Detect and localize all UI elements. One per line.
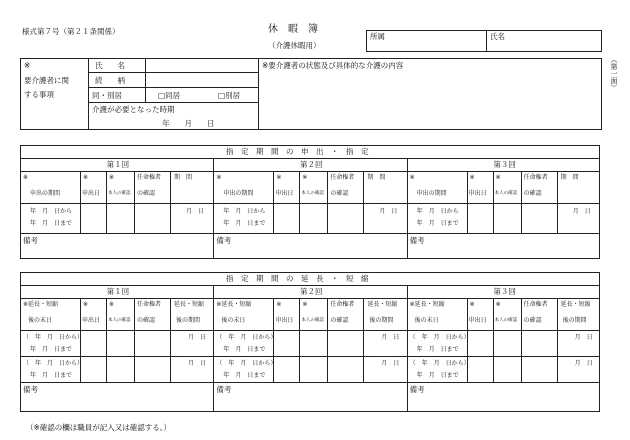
care-label-line1: 要介護者に関 xyxy=(24,76,69,85)
column-mark: ※ xyxy=(302,174,308,181)
period-date: 月 日 xyxy=(574,334,593,341)
period-date: 月 日 xyxy=(186,208,205,215)
period-date: 月 日 xyxy=(379,208,398,215)
period-to: 年 月 日まで xyxy=(223,346,266,353)
group-heading: 第３回 xyxy=(493,287,516,296)
page-title: 休 暇 簿 xyxy=(268,24,318,35)
column-label: 後の期間 xyxy=(562,317,587,324)
remarks-label: 備考 xyxy=(216,236,232,245)
column-mark: ※ xyxy=(409,174,415,181)
period-to: 年 月 日まで xyxy=(223,372,266,379)
column-mark: ※ xyxy=(83,174,89,181)
period-from: 年 月 日から xyxy=(30,208,73,215)
period-from: （ 年 月 日から） xyxy=(409,334,470,341)
affiliation-label: 所属 xyxy=(370,32,385,41)
column-label: 本人の確認 xyxy=(108,191,131,196)
column-mark: 延長・短縮 xyxy=(367,301,398,308)
care-label-line2: する事項 xyxy=(24,90,54,99)
page-subtitle: （介護休暇用） xyxy=(268,41,321,50)
side-label: （第一面） xyxy=(610,56,618,91)
column-mark: ※延長・短縮 xyxy=(409,301,445,308)
column-label: 本人の確認 xyxy=(301,191,324,196)
column-mark: 延長・短縮 xyxy=(560,301,591,308)
name-label: 氏名 xyxy=(490,32,505,41)
period-to: 年 月 日まで xyxy=(416,220,459,227)
table-title: 指 定 期 間 の 申 出 ・ 指 定 xyxy=(226,147,369,156)
column-mark: 延長・短縮 xyxy=(174,301,205,308)
column-mark: ※ xyxy=(109,174,115,181)
column-mark: ※ xyxy=(469,174,475,181)
group-heading: 第３回 xyxy=(493,160,516,169)
column-mark: ※ xyxy=(469,301,475,308)
care-mark: ※ xyxy=(24,61,31,70)
period-date: 月 日 xyxy=(381,360,400,367)
column-mark: 任命権者 xyxy=(523,301,548,308)
period-date: 月 日 xyxy=(574,360,593,367)
form-number: 様式第７号（第２１条関係） xyxy=(22,27,120,36)
care-name-label: 氏 名 xyxy=(95,61,125,70)
column-label: 後の末日 xyxy=(221,317,246,324)
column-mark: 任命権者 xyxy=(137,174,162,181)
column-label: 申出の期間 xyxy=(30,190,61,197)
care-condition-label: ※要介護者の状態及び具体的な介護の内容 xyxy=(262,61,404,70)
column-mark: ※ xyxy=(83,301,89,308)
column-label: 後の末日 xyxy=(414,317,439,324)
column-label: 申出の期間 xyxy=(416,190,447,197)
period-date: 月 日 xyxy=(572,208,591,215)
column-label: 申出の期間 xyxy=(223,190,254,197)
affiliation-name-box xyxy=(366,30,602,52)
column-mark: 任命権者 xyxy=(523,174,548,181)
column-label: 後の期間 xyxy=(369,317,394,324)
care-period-date: 年 月 日 xyxy=(162,119,215,128)
column-mark: 期 間 xyxy=(367,174,386,181)
column-mark: ※ xyxy=(495,301,501,308)
column-label: 申出日 xyxy=(468,190,487,197)
column-mark: ※ xyxy=(495,174,501,181)
remarks-label: 備考 xyxy=(409,385,425,394)
column-mark: 任命権者 xyxy=(330,174,355,181)
residence-option-together[interactable]: □同居 xyxy=(158,91,181,100)
column-label: の確認 xyxy=(137,190,156,197)
column-label: の確認 xyxy=(330,317,349,324)
remarks-label: 備考 xyxy=(23,236,38,245)
period-to: 年 月 日まで xyxy=(30,346,73,353)
period-date: 月 日 xyxy=(381,334,400,341)
remarks-label: 備考 xyxy=(409,236,425,245)
period-from: （ 年 月 日から） xyxy=(409,360,470,367)
residence-option-separate[interactable]: □別居 xyxy=(218,91,241,100)
column-label: 後の末日 xyxy=(28,317,53,324)
column-label: 後の期間 xyxy=(176,317,201,324)
period-from: （ 年 月 日から） xyxy=(216,334,277,341)
column-mark: ※ xyxy=(302,301,308,308)
column-label: 申出日 xyxy=(275,190,294,197)
period-date: 月 日 xyxy=(188,334,207,341)
period-from: 年 月 日から xyxy=(416,208,459,215)
column-mark: ※ xyxy=(109,301,115,308)
column-mark: ※ xyxy=(276,301,282,308)
period-to: 年 月 日まで xyxy=(30,220,73,227)
column-label: 申出日 xyxy=(82,190,101,197)
care-relation-label: 続 柄 xyxy=(95,76,125,85)
column-label: 申出日 xyxy=(468,317,487,324)
table-title: 指 定 期 間 の 延 長 ・ 短 縮 xyxy=(226,274,369,283)
remarks-label: 備考 xyxy=(216,385,232,394)
period-from: 年 月 日から xyxy=(223,208,266,215)
period-to: 年 月 日まで xyxy=(416,372,459,379)
column-mark: ※ xyxy=(276,174,282,181)
group-heading: 第２回 xyxy=(300,160,323,169)
column-label: 本人の確認 xyxy=(301,318,324,323)
column-label: の確認 xyxy=(523,317,542,324)
group-heading: 第１回 xyxy=(106,287,130,296)
column-mark: 期 間 xyxy=(560,174,579,181)
care-period-label: 介護が必要となった時期 xyxy=(92,105,175,114)
column-mark: ※延長・短縮 xyxy=(216,301,252,308)
group-heading: 第１回 xyxy=(106,160,130,169)
period-from: （ 年 月 日から） xyxy=(216,360,277,367)
column-mark: 期 間 xyxy=(174,174,193,181)
column-mark: ※延長・短縮 xyxy=(23,301,59,308)
column-mark: 任命権者 xyxy=(330,301,355,308)
column-label: の確認 xyxy=(137,317,156,324)
period-from: （ 年 月 日から） xyxy=(23,334,84,341)
remarks-label: 備考 xyxy=(23,385,38,394)
column-mark: 任命権者 xyxy=(137,301,162,308)
group-heading: 第２回 xyxy=(300,287,323,296)
column-mark: ※ xyxy=(216,174,222,181)
period-to: 年 月 日まで xyxy=(223,220,266,227)
care-residence-label: 同・別居 xyxy=(92,91,122,100)
period-to: 年 月 日まで xyxy=(416,346,459,353)
period-date: 月 日 xyxy=(188,360,207,367)
column-label: 申出日 xyxy=(82,317,101,324)
column-mark: ※ xyxy=(23,174,29,181)
column-label: 本人の確認 xyxy=(494,318,518,323)
column-label: 申出日 xyxy=(275,317,294,324)
column-label: の確認 xyxy=(523,190,542,197)
period-from: （ 年 月 日から） xyxy=(23,360,84,367)
column-label: 本人の確認 xyxy=(108,318,131,323)
column-label: の確認 xyxy=(330,190,349,197)
column-label: 本人の確認 xyxy=(494,191,518,196)
footnote: （※確認の欄は職員が記入又は確認する。） xyxy=(26,423,172,432)
period-to: 年 月 日まで xyxy=(30,372,73,379)
